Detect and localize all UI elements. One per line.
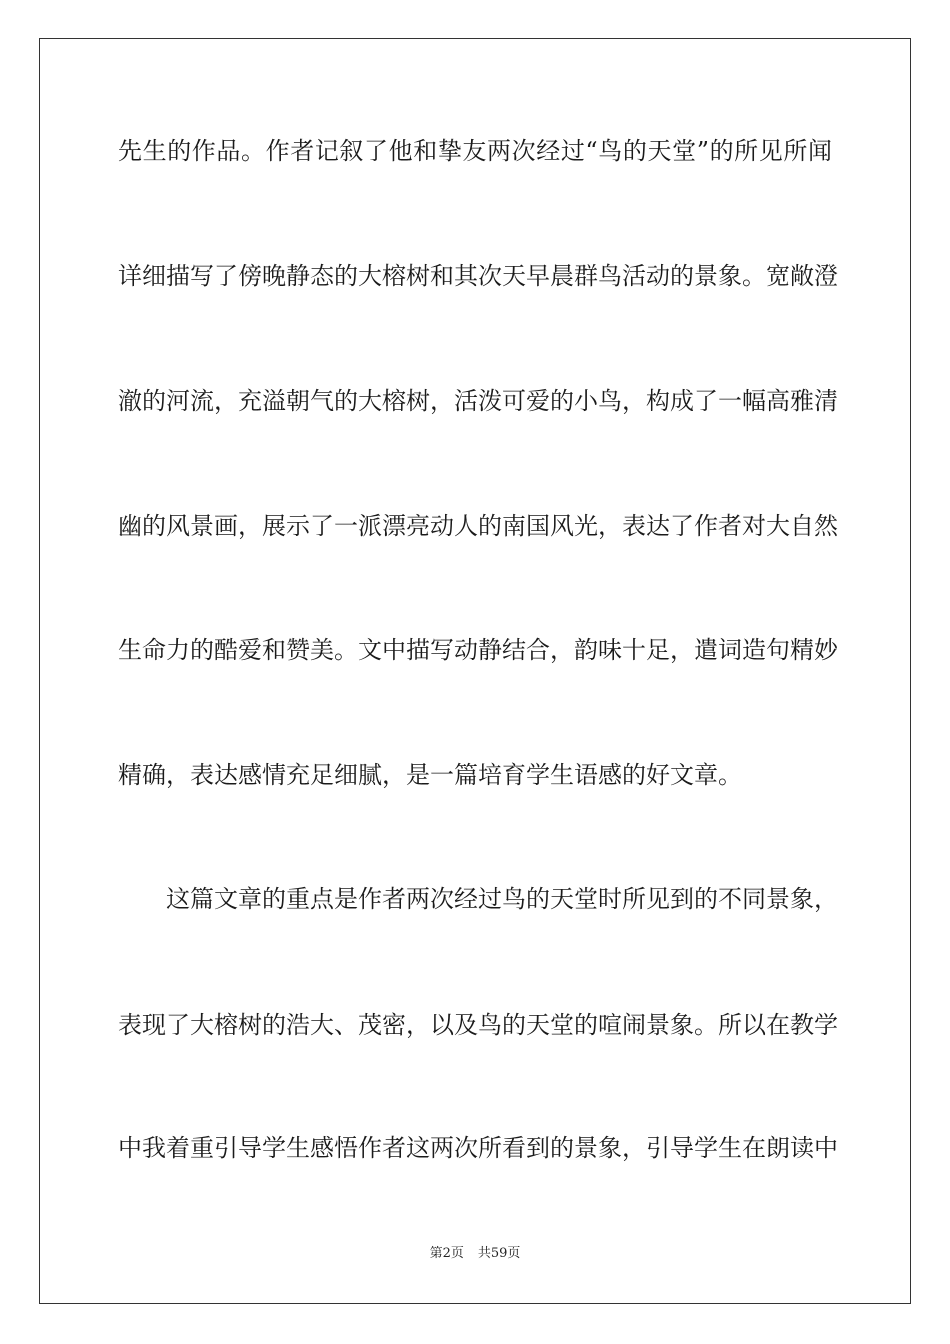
page-number: 第2页 bbox=[429, 1246, 464, 1261]
body-text-line: 中我着重引导学生感悟作者这两次所看到的景象，引导学生在朗读中 bbox=[118, 1134, 838, 1162]
body-text-line: 精确，表达感情充足细腻，是一篇培育学生语感的好文章。 bbox=[118, 761, 742, 789]
body-text-line: 幽的风景画，展示了一派漂亮动人的南国风光，表达了作者对大自然 bbox=[118, 512, 838, 540]
body-text-line: 表现了大榕树的浩大、茂密，以及鸟的天堂的喧闹景象。所以在教学 bbox=[118, 1011, 838, 1039]
page-footer bbox=[0, 1245, 950, 1263]
body-text-line: 澈的河流，充溢朝气的大榕树，活泼可爱的小鸟，构成了一幅高雅清 bbox=[118, 387, 838, 415]
page-total: 共59页 bbox=[477, 1246, 521, 1261]
paragraph-first-line: 这篇文章的重点是作者两次经过鸟的天堂时所见到的不同景象， bbox=[166, 885, 838, 913]
body-text-line: 详细描写了傍晚静态的大榕树和其次天早晨群鸟活动的景象。宽敞澄 bbox=[118, 262, 838, 290]
body-text-line: 先生的作品。作者记叙了他和挚友两次经过“鸟的天堂”的所见所闻 bbox=[118, 137, 832, 165]
page-border bbox=[39, 38, 911, 1304]
body-text-line: 生命力的酷爱和赞美。文中描写动静结合，韵味十足，遣词造句精妙 bbox=[118, 636, 838, 664]
